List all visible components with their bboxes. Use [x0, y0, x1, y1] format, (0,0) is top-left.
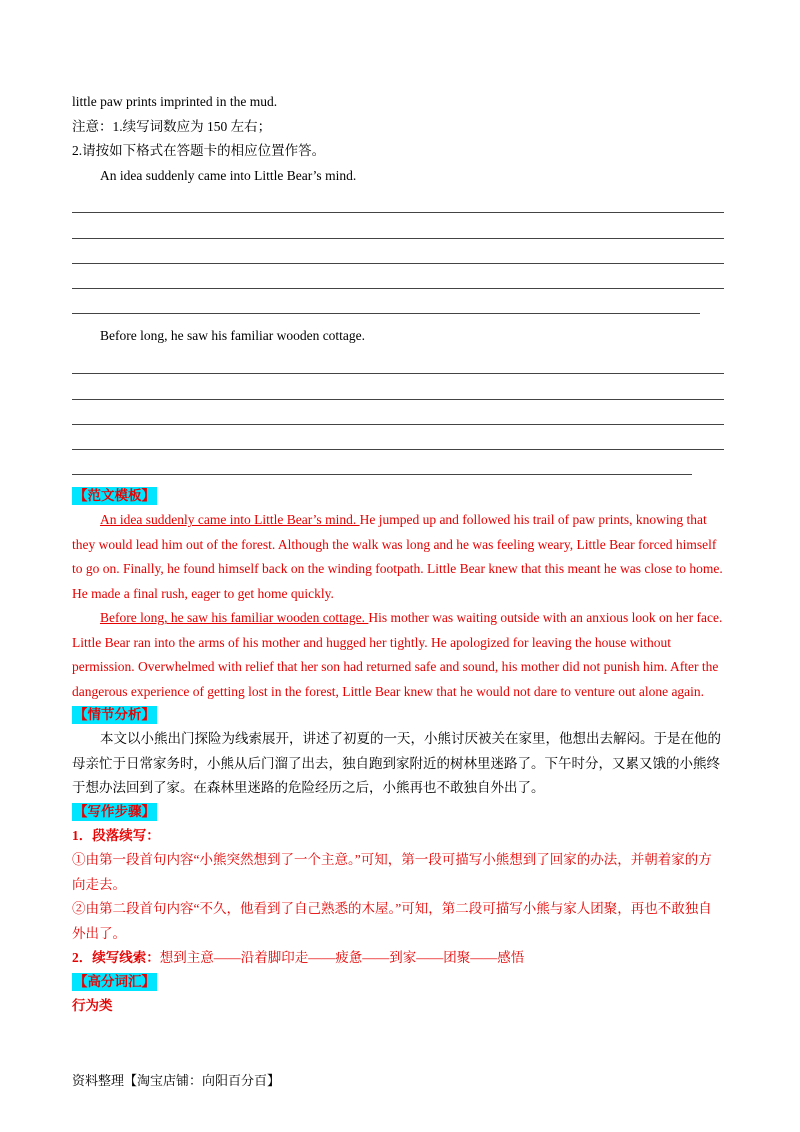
model-essay-tag: 【范文模板】	[74, 488, 155, 504]
model-paragraph-2	[72, 606, 724, 704]
step-heading-2	[72, 946, 724, 971]
step-heading-1: 1．段落续写：	[72, 827, 160, 843]
intro-line: little paw prints imprinted in the mud.	[72, 94, 278, 109]
vocab-category: 行为类	[72, 997, 113, 1013]
answer-line[interactable]	[72, 425, 724, 450]
model-paragraph-2-lead: Before long, he saw his familiar wooden cottage.	[100, 610, 369, 626]
answer-line[interactable]	[72, 450, 692, 475]
answer-line[interactable]	[72, 289, 700, 314]
model-paragraph-2-body: His mother was waiting outside with an anxious look on her face. Little Bear ran into the arms of his mother and hugged her tightly. He apologized for leaving the house without permission. Overwhelmed with relief that her son had returned safe and sound, his mother did not punish him. After the dangerous experience of getting lost in the forest, Little Bear knew that he would not dare to venture out alone again.	[72, 610, 723, 699]
answer-lines-2	[72, 349, 724, 475]
model-paragraph-1	[72, 508, 724, 606]
writing-steps-tag: 【写作步骤】	[74, 803, 155, 819]
model-paragraph-1-body: He jumped up and followed his trail of paw prints, knowing that they would lead him out of the forest. Although the walk was long and he was feeling weary, Little Bear forced himself to go on. Finally, he found himself back on the winding footpath. Little Bear knew that this meant he was close to home. He made a final rush, eager to get home quickly.	[72, 512, 723, 601]
footer-source: 资料整理【淘宝店铺：向阳百分百】	[72, 1073, 281, 1088]
step-item-2: ②由第二段首句内容“不久，他看到了自己熟悉的木屋。”可知，第二段可描写小熊与家人团聚，再也不敢独自外出了。	[72, 901, 712, 941]
answer-line[interactable]	[72, 213, 724, 238]
answer-line[interactable]	[72, 374, 724, 399]
note-word-count: 注意：1.续写词数应为 150 左右；	[72, 118, 272, 134]
answer-line[interactable]	[72, 188, 724, 213]
note-format: 2.请按如下格式在答题卡的相应位置作答。	[72, 143, 326, 158]
prompt-paragraph-1: An idea suddenly came into Little Bear’s mind.	[100, 167, 357, 183]
model-paragraph-1-lead: An idea suddenly came into Little Bear’s mind.	[100, 512, 360, 528]
answer-line[interactable]	[72, 264, 724, 289]
answer-line[interactable]	[72, 400, 724, 425]
clue-label: 2．续写线索：	[72, 950, 160, 966]
answer-lines-1	[72, 188, 724, 314]
vocab-tag: 【高分词汇】	[74, 973, 155, 989]
clue-text: 想到主意——沿着脚印走——疲惫——到家——团聚——感悟	[159, 950, 525, 966]
answer-line[interactable]	[72, 239, 724, 264]
plot-analysis-text: 本文以小熊出门探险为线索展开，讲述了初夏的一天，小熊讨厌被关在家里，他想出去解闷。于是在他的母亲忙于日常家务时，小熊从后门溜了出去，独自跑到家附近的树林里迷路了。下午时分，又累又饿的小熊终于想办法回到了家。在森林里迷路的危险经历之后，小熊再也不敢独自外出了。	[72, 731, 721, 796]
step-item-1: ①由第一段首句内容“小熊突然想到了一个主意。”可知，第一段可描写小熊想到了回家的办法，并朝着家的方向走去。	[72, 852, 712, 892]
answer-line[interactable]	[72, 349, 724, 374]
prompt-paragraph-2: Before long, he saw his familiar wooden cottage.	[100, 328, 366, 344]
plot-analysis-tag: 【情节分析】	[74, 707, 155, 723]
document-body	[72, 90, 724, 1018]
